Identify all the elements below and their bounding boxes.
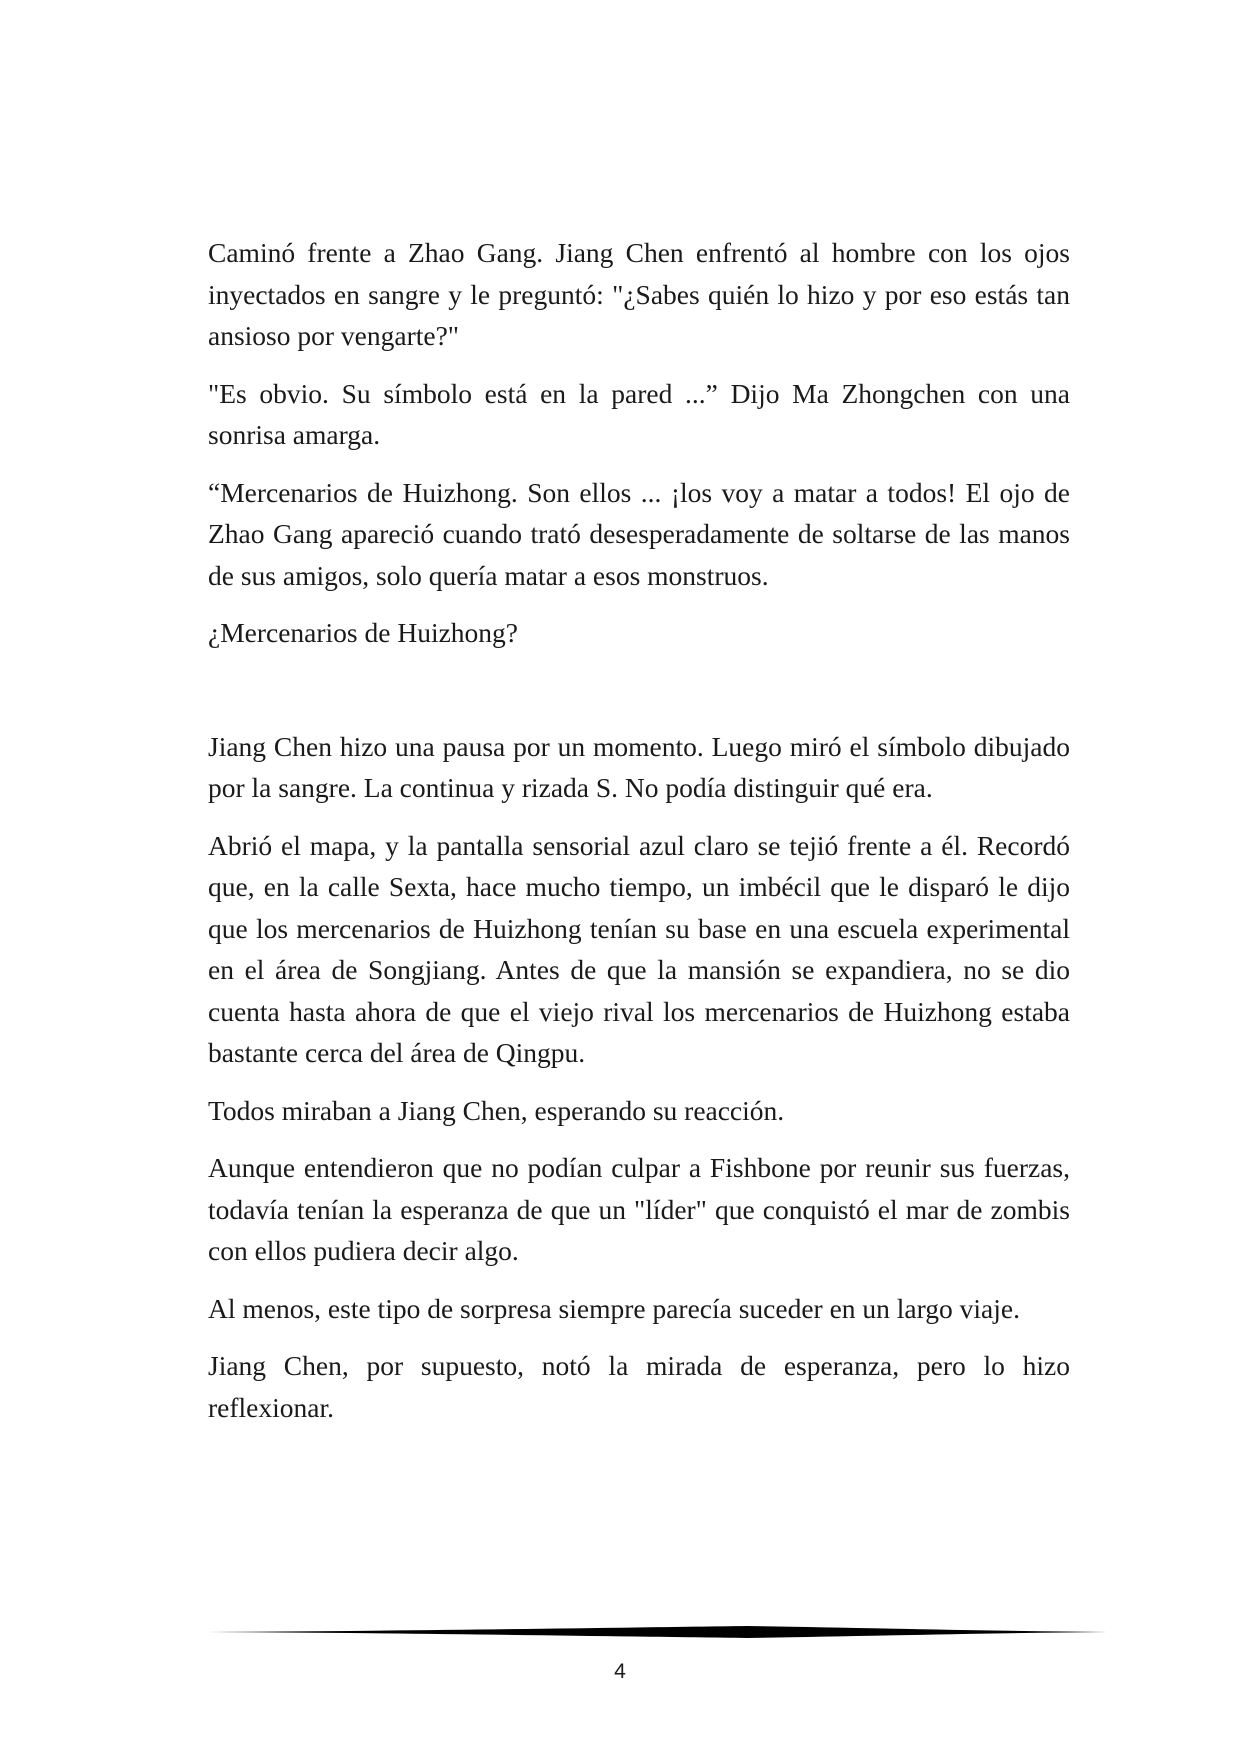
document-body [208,232,1070,1444]
paragraph-4: ¿Mercenarios de Huizhong? [208,617,519,648]
footer-divider [207,1624,1107,1640]
paragraph-5: Jiang Chen hizo una pausa por un momento. Luego miró el símbolo dibujado por la sangre. La continua y rizada S. No podía distinguir qué era. [208,730,1070,803]
paragraph-6: Abrió el mapa, y la pantalla sensorial azul claro se tejió frente a él. Recordó que, en la calle Sexta, hace mucho tiempo, un imbécil que le disparó le dijo que los mercenarios de Huizhong tenían su base en una escuela experimental en el área de Songjiang. Antes de que la mansión se expandiera, no se dio cuenta hasta ahora de que el viejo rival los mercenarios de Huizhong estaba bastante cerca del área de Qingpu. [208,829,1070,1068]
paragraph-8: Aunque entendieron que no podían culpar a Fishbone por reunir sus fuerzas, todavía tenían la esperanza de que un "líder" que conquistó el mar de zombis con ellos pudiera decir algo. [208,1152,1070,1266]
page-number: 4 [614,1660,626,1683]
paragraph-2: "Es obvio. Su símbolo está en la pared ...” Dijo Ma Zhongchen con una sonrisa amarga. [208,377,1070,450]
footer-divider-swash [207,1626,1107,1638]
paragraph-10: Jiang Chen, por supuesto, notó la mirada de esperanza, pero lo hizo reflexionar. [208,1350,1070,1423]
paragraph-7: Todos miraban a Jiang Chen, esperando su reacción. [208,1094,785,1126]
paragraph-3: “Mercenarios de Huizhong. Son ellos ... ¡los voy a matar a todos! El ojo de Zhao Gang apareció cuando trató desesperadamente de soltarse de las manos de sus amigos, solo quería matar a esos monstruos. [208,476,1070,591]
paragraph-9: Al menos, este tipo de sorpresa siempre parecía suceder en un largo viaje. [208,1292,1020,1324]
paragraph-1: Caminó frente a Zhao Gang. Jiang Chen enfrentó al hombre con los ojos inyectados en sangre y le preguntó: "¿Sabes quién lo hizo y por eso estás tan ansioso por vengarte?" [208,237,1070,351]
